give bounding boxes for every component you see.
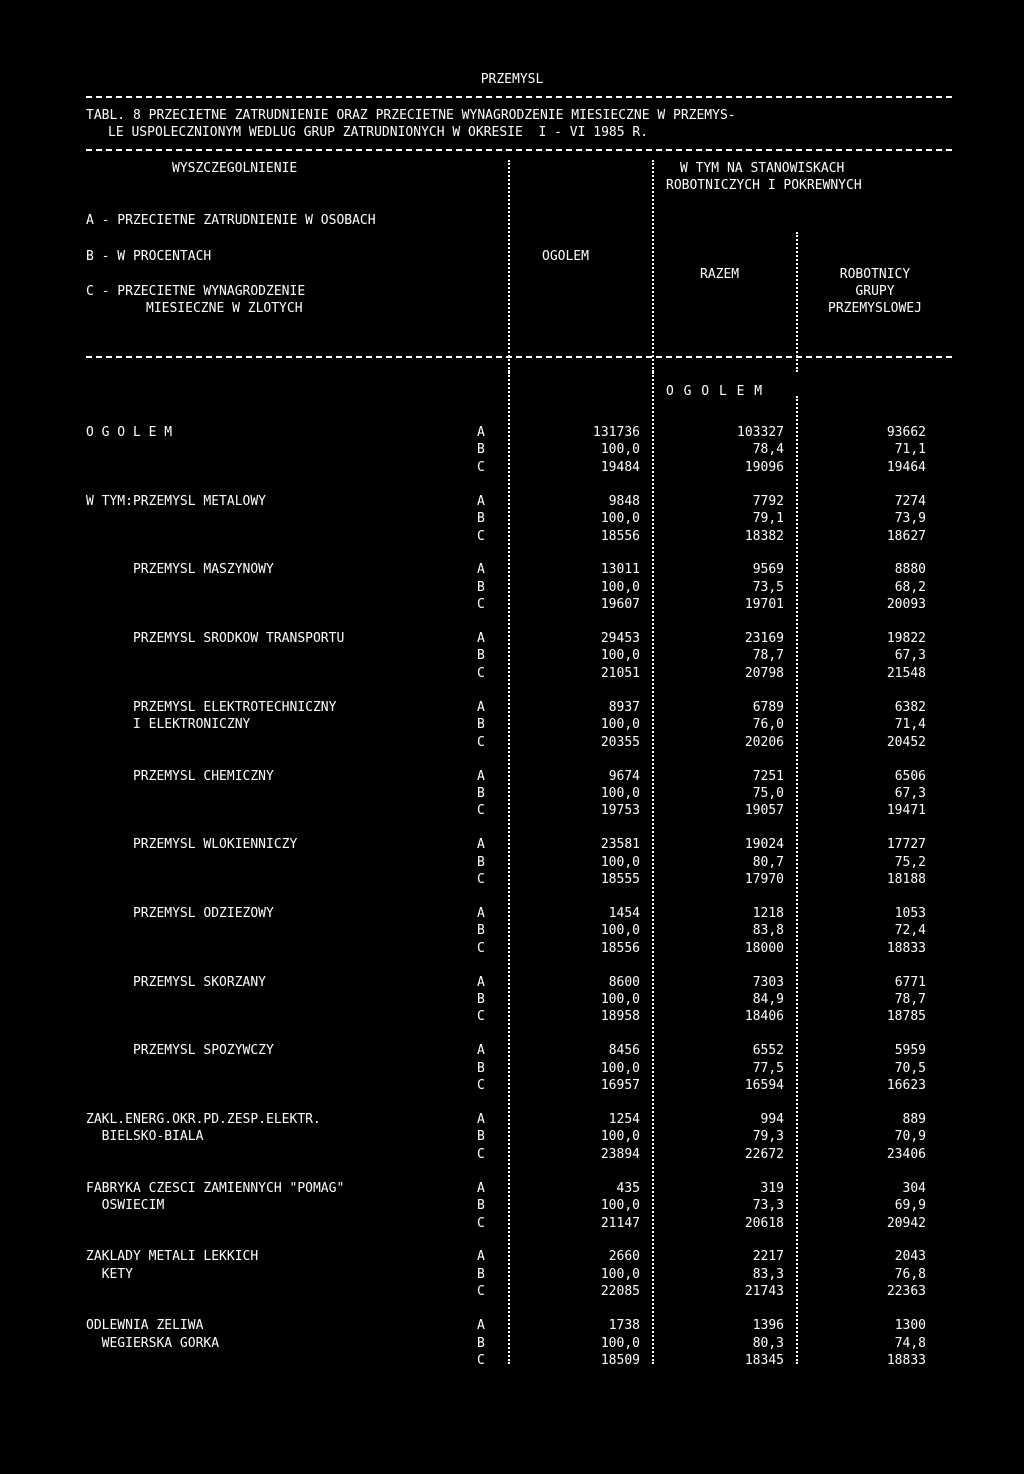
table-row xyxy=(0,734,1024,751)
row-label: OSWIECIM xyxy=(86,1198,165,1213)
table-row xyxy=(0,510,1024,527)
value-robotnicy: 7274 xyxy=(894,494,926,509)
table-row xyxy=(0,1266,1024,1283)
row-label: I ELEKTRONICZNY xyxy=(86,717,251,732)
row-label: KETY xyxy=(86,1267,133,1282)
value-ogolem: 100,0 xyxy=(600,786,640,801)
value-ogolem: 21051 xyxy=(600,666,640,681)
measure-letter: B xyxy=(477,923,485,938)
table-row xyxy=(0,528,1024,545)
table-row xyxy=(0,596,1024,613)
row-label: WEGIERSKA GORKA xyxy=(86,1336,220,1351)
value-ogolem: 1738 xyxy=(608,1318,640,1333)
table-row xyxy=(0,1197,1024,1214)
value-razem: 20798 xyxy=(744,666,784,681)
value-razem: 83,3 xyxy=(752,1267,784,1282)
value-razem: 19701 xyxy=(744,597,784,612)
row-label: PRZEMYSL ODZIEZOWY xyxy=(86,906,274,921)
value-razem: 80,7 xyxy=(752,855,784,870)
value-ogolem: 131736 xyxy=(593,425,640,440)
value-razem: 319 xyxy=(760,1181,784,1196)
value-ogolem: 8456 xyxy=(608,1043,640,1058)
table-row xyxy=(0,802,1024,819)
table-row xyxy=(0,1111,1024,1128)
value-robotnicy: 71,1 xyxy=(894,442,926,457)
table-row xyxy=(0,905,1024,922)
measure-letter: A xyxy=(477,837,485,852)
value-robotnicy: 889 xyxy=(902,1112,926,1127)
measure-letter: C xyxy=(477,597,485,612)
table-row xyxy=(0,561,1024,578)
value-robotnicy: 93662 xyxy=(886,425,926,440)
table-row xyxy=(0,785,1024,802)
column-header-przemyslowej: PRZEMYSLOWEJ xyxy=(828,301,922,316)
value-robotnicy: 69,9 xyxy=(894,1198,926,1213)
value-robotnicy: 67,3 xyxy=(894,648,926,663)
measure-letter: B xyxy=(477,1336,485,1351)
measure-letter: C xyxy=(477,1078,485,1093)
measure-letter: B xyxy=(477,786,485,801)
value-robotnicy: 18785 xyxy=(886,1009,926,1024)
value-razem: 7251 xyxy=(752,769,784,784)
stub-legend-c-cont: MIESIECZNE W ZLOTYCH xyxy=(146,301,303,316)
value-razem: 6789 xyxy=(752,700,784,715)
value-robotnicy: 22363 xyxy=(886,1284,926,1299)
table-row xyxy=(0,1060,1024,1077)
page-title: PRZEMYSL xyxy=(480,72,544,87)
value-razem: 1396 xyxy=(752,1318,784,1333)
measure-letter: A xyxy=(477,1181,485,1196)
table-row xyxy=(0,768,1024,785)
row-label: PRZEMYSL ELEKTROTECHNICZNY xyxy=(86,700,337,715)
section-title: O G O L E M xyxy=(666,384,764,399)
value-robotnicy: 1300 xyxy=(894,1318,926,1333)
measure-letter: A xyxy=(477,562,485,577)
value-razem: 18382 xyxy=(744,529,784,544)
value-robotnicy: 18188 xyxy=(886,872,926,887)
measure-letter: C xyxy=(477,1353,485,1368)
value-razem: 20206 xyxy=(744,735,784,750)
measure-letter: B xyxy=(477,1129,485,1144)
measure-letter: A xyxy=(477,1112,485,1127)
value-razem: 84,9 xyxy=(752,992,784,1007)
value-ogolem: 19607 xyxy=(600,597,640,612)
table-row xyxy=(0,493,1024,510)
row-label: W TYM:PRZEMYSL METALOWY xyxy=(86,494,267,509)
measure-letter: C xyxy=(477,1147,485,1162)
measure-letter: A xyxy=(477,494,485,509)
table-row xyxy=(0,974,1024,991)
value-razem: 78,7 xyxy=(752,648,784,663)
value-robotnicy: 304 xyxy=(902,1181,926,1196)
value-ogolem: 435 xyxy=(616,1181,640,1196)
measure-letter: A xyxy=(477,700,485,715)
header-separator-2 xyxy=(652,160,654,372)
value-razem: 19024 xyxy=(744,837,784,852)
value-razem: 78,4 xyxy=(752,442,784,457)
value-robotnicy: 20452 xyxy=(886,735,926,750)
value-ogolem: 21147 xyxy=(600,1216,640,1231)
value-razem: 6552 xyxy=(752,1043,784,1058)
table-row xyxy=(0,991,1024,1008)
table-row xyxy=(0,1215,1024,1232)
value-razem: 23169 xyxy=(744,631,784,646)
table-row xyxy=(0,1352,1024,1369)
value-robotnicy: 19471 xyxy=(886,803,926,818)
value-robotnicy: 1053 xyxy=(894,906,926,921)
value-ogolem: 20355 xyxy=(600,735,640,750)
row-label: PRZEMYSL MASZYNOWY xyxy=(86,562,274,577)
value-razem: 103327 xyxy=(737,425,784,440)
value-razem: 19057 xyxy=(744,803,784,818)
value-ogolem: 100,0 xyxy=(600,1198,640,1213)
table-row xyxy=(0,854,1024,871)
value-robotnicy: 78,7 xyxy=(894,992,926,1007)
table-row xyxy=(0,1283,1024,1300)
value-razem: 7303 xyxy=(752,975,784,990)
value-ogolem: 13011 xyxy=(600,562,640,577)
value-ogolem: 100,0 xyxy=(600,648,640,663)
table-caption-line-2: LE USPOLECZNIONYM WEDLUG GRUP ZATRUDNIONYCH W OKRESIE I - VI 1985 R. xyxy=(108,125,649,140)
value-razem: 76,0 xyxy=(752,717,784,732)
value-robotnicy: 6771 xyxy=(894,975,926,990)
value-razem: 80,3 xyxy=(752,1336,784,1351)
value-robotnicy: 75,2 xyxy=(894,855,926,870)
value-ogolem: 9674 xyxy=(608,769,640,784)
table-row xyxy=(0,922,1024,939)
table-row xyxy=(0,1317,1024,1334)
row-label: BIELSKO-BIALA xyxy=(86,1129,204,1144)
table-row xyxy=(0,1180,1024,1197)
column-group-header-line-2: ROBOTNICZYCH I POKREWNYCH xyxy=(666,178,862,193)
value-ogolem: 100,0 xyxy=(600,1129,640,1144)
table-row xyxy=(0,699,1024,716)
value-razem: 21743 xyxy=(744,1284,784,1299)
value-robotnicy: 68,2 xyxy=(894,580,926,595)
measure-letter: C xyxy=(477,460,485,475)
value-razem: 18000 xyxy=(744,941,784,956)
value-razem: 73,3 xyxy=(752,1198,784,1213)
value-robotnicy: 17727 xyxy=(886,837,926,852)
measure-letter: C xyxy=(477,666,485,681)
value-ogolem: 100,0 xyxy=(600,717,640,732)
value-robotnicy: 6382 xyxy=(894,700,926,715)
column-header-ogolem: OGOLEM xyxy=(542,249,589,264)
value-razem: 79,3 xyxy=(752,1129,784,1144)
measure-letter: B xyxy=(477,1061,485,1076)
value-ogolem: 19753 xyxy=(600,803,640,818)
value-razem: 2217 xyxy=(752,1249,784,1264)
value-ogolem: 29453 xyxy=(600,631,640,646)
value-razem: 77,5 xyxy=(752,1061,784,1076)
value-robotnicy: 72,4 xyxy=(894,923,926,938)
column-header-grupy: GRUPY xyxy=(855,284,895,299)
value-robotnicy: 23406 xyxy=(886,1147,926,1162)
value-ogolem: 1454 xyxy=(608,906,640,921)
row-label: O G O L E M xyxy=(86,425,173,440)
stub-legend-c: C - PRZECIETNE WYNAGRODZENIE xyxy=(86,284,306,299)
measure-letter: C xyxy=(477,1284,485,1299)
value-razem: 73,5 xyxy=(752,580,784,595)
row-label: ODLEWNIA ZELIWA xyxy=(86,1318,204,1333)
measure-letter: C xyxy=(477,941,485,956)
value-ogolem: 22085 xyxy=(600,1284,640,1299)
value-robotnicy: 18833 xyxy=(886,941,926,956)
value-robotnicy: 20942 xyxy=(886,1216,926,1231)
value-ogolem: 100,0 xyxy=(600,1267,640,1282)
row-label: PRZEMYSL SRODKOW TRANSPORTU xyxy=(86,631,345,646)
value-robotnicy: 19464 xyxy=(886,460,926,475)
measure-letter: B xyxy=(477,648,485,663)
value-ogolem: 18509 xyxy=(600,1353,640,1368)
value-ogolem: 100,0 xyxy=(600,1336,640,1351)
value-razem: 994 xyxy=(760,1112,784,1127)
measure-letter: B xyxy=(477,580,485,595)
value-robotnicy: 70,9 xyxy=(894,1129,926,1144)
value-ogolem: 23581 xyxy=(600,837,640,852)
table-row xyxy=(0,647,1024,664)
value-ogolem: 18958 xyxy=(600,1009,640,1024)
row-label: PRZEMYSL WLOKIENNICZY xyxy=(86,837,298,852)
stub-title: WYSZCZEGOLNIENIE xyxy=(172,161,298,176)
value-ogolem: 100,0 xyxy=(600,923,640,938)
measure-letter: B xyxy=(477,442,485,457)
value-ogolem: 18556 xyxy=(600,941,640,956)
header-rule xyxy=(86,356,952,358)
measure-letter: A xyxy=(477,1318,485,1333)
value-robotnicy: 18627 xyxy=(886,529,926,544)
title-rule xyxy=(86,96,952,98)
value-razem: 75,0 xyxy=(752,786,784,801)
header-separator-3 xyxy=(796,232,798,372)
measure-letter: C xyxy=(477,872,485,887)
table-row xyxy=(0,1128,1024,1145)
measure-letter: A xyxy=(477,1249,485,1264)
row-label: PRZEMYSL SPOZYWCZY xyxy=(86,1043,274,1058)
stub-legend-b: B - W PROCENTACH xyxy=(86,249,212,264)
value-ogolem: 19484 xyxy=(600,460,640,475)
table-row xyxy=(0,1008,1024,1025)
column-header-razem: RAZEM xyxy=(700,267,740,282)
measure-letter: B xyxy=(477,1267,485,1282)
table-row xyxy=(0,1042,1024,1059)
value-razem: 20618 xyxy=(744,1216,784,1231)
value-razem: 79,1 xyxy=(752,511,784,526)
table-row xyxy=(0,836,1024,853)
row-label: ZAKLADY METALI LEKKICH xyxy=(86,1249,259,1264)
value-ogolem: 8600 xyxy=(608,975,640,990)
value-robotnicy: 18833 xyxy=(886,1353,926,1368)
measure-letter: C xyxy=(477,803,485,818)
row-label: FABRYKA CZESCI ZAMIENNYCH "POMAG" xyxy=(86,1181,345,1196)
value-robotnicy: 6506 xyxy=(894,769,926,784)
value-razem: 16594 xyxy=(744,1078,784,1093)
measure-letter: A xyxy=(477,1043,485,1058)
value-ogolem: 2660 xyxy=(608,1249,640,1264)
value-razem: 1218 xyxy=(752,906,784,921)
value-ogolem: 18555 xyxy=(600,872,640,887)
value-razem: 9569 xyxy=(752,562,784,577)
value-ogolem: 1254 xyxy=(608,1112,640,1127)
header-separator-1 xyxy=(508,160,510,372)
value-robotnicy: 73,9 xyxy=(894,511,926,526)
table-caption-line-1: TABL. 8 PRZECIETNE ZATRUDNIENIE ORAZ PRZECIETNE WYNAGRODZENIE MIESIECZNE W PRZEMYS- xyxy=(86,108,736,123)
measure-letter: A xyxy=(477,906,485,921)
table-row xyxy=(0,630,1024,647)
value-robotnicy: 21548 xyxy=(886,666,926,681)
value-robotnicy: 5959 xyxy=(894,1043,926,1058)
value-robotnicy: 19822 xyxy=(886,631,926,646)
value-razem: 83,8 xyxy=(752,923,784,938)
measure-letter: B xyxy=(477,511,485,526)
value-razem: 18345 xyxy=(744,1353,784,1368)
value-robotnicy: 76,8 xyxy=(894,1267,926,1282)
value-robotnicy: 67,3 xyxy=(894,786,926,801)
value-ogolem: 100,0 xyxy=(600,511,640,526)
value-ogolem: 9848 xyxy=(608,494,640,509)
value-ogolem: 100,0 xyxy=(600,442,640,457)
value-razem: 17970 xyxy=(744,872,784,887)
table-row xyxy=(0,665,1024,682)
measure-letter: A xyxy=(477,975,485,990)
table-row xyxy=(0,940,1024,957)
value-robotnicy: 16623 xyxy=(886,1078,926,1093)
table-row xyxy=(0,459,1024,476)
value-robotnicy: 74,8 xyxy=(894,1336,926,1351)
value-ogolem: 23894 xyxy=(600,1147,640,1162)
table-row xyxy=(0,871,1024,888)
row-label: PRZEMYSL SKORZANY xyxy=(86,975,267,990)
value-ogolem: 100,0 xyxy=(600,1061,640,1076)
value-ogolem: 18556 xyxy=(600,529,640,544)
table-row xyxy=(0,1077,1024,1094)
table-row xyxy=(0,579,1024,596)
value-robotnicy: 2043 xyxy=(894,1249,926,1264)
table-row xyxy=(0,1146,1024,1163)
value-ogolem: 100,0 xyxy=(600,992,640,1007)
table-row xyxy=(0,716,1024,733)
column-group-header-line-1: W TYM NA STANOWISKACH xyxy=(680,161,845,176)
caption-rule xyxy=(86,149,952,151)
value-ogolem: 8937 xyxy=(608,700,640,715)
stub-legend-a: A - PRZECIETNE ZATRUDNIENIE W OSOBACH xyxy=(86,213,376,228)
measure-letter: B xyxy=(477,1198,485,1213)
measure-letter: B xyxy=(477,855,485,870)
value-ogolem: 16957 xyxy=(600,1078,640,1093)
table-row xyxy=(0,441,1024,458)
value-ogolem: 100,0 xyxy=(600,580,640,595)
measure-letter: A xyxy=(477,425,485,440)
measure-letter: C xyxy=(477,1009,485,1024)
measure-letter: A xyxy=(477,769,485,784)
measure-letter: A xyxy=(477,631,485,646)
column-header-robotnicy: ROBOTNICY xyxy=(839,267,911,282)
value-robotnicy: 20093 xyxy=(886,597,926,612)
measure-letter: C xyxy=(477,1216,485,1231)
table-row xyxy=(0,424,1024,441)
row-label: PRZEMYSL CHEMICZNY xyxy=(86,769,274,784)
table-row xyxy=(0,1335,1024,1352)
measure-letter: C xyxy=(477,529,485,544)
value-razem: 7792 xyxy=(752,494,784,509)
value-razem: 19096 xyxy=(744,460,784,475)
value-ogolem: 100,0 xyxy=(600,855,640,870)
value-robotnicy: 70,5 xyxy=(894,1061,926,1076)
measure-letter: B xyxy=(477,992,485,1007)
measure-letter: B xyxy=(477,717,485,732)
value-razem: 22672 xyxy=(744,1147,784,1162)
value-robotnicy: 8880 xyxy=(894,562,926,577)
measure-letter: C xyxy=(477,735,485,750)
value-robotnicy: 71,4 xyxy=(894,717,926,732)
table-row xyxy=(0,1248,1024,1265)
row-label: ZAKL.ENERG.OKR.PD.ZESP.ELEKTR. xyxy=(86,1112,321,1127)
value-razem: 18406 xyxy=(744,1009,784,1024)
